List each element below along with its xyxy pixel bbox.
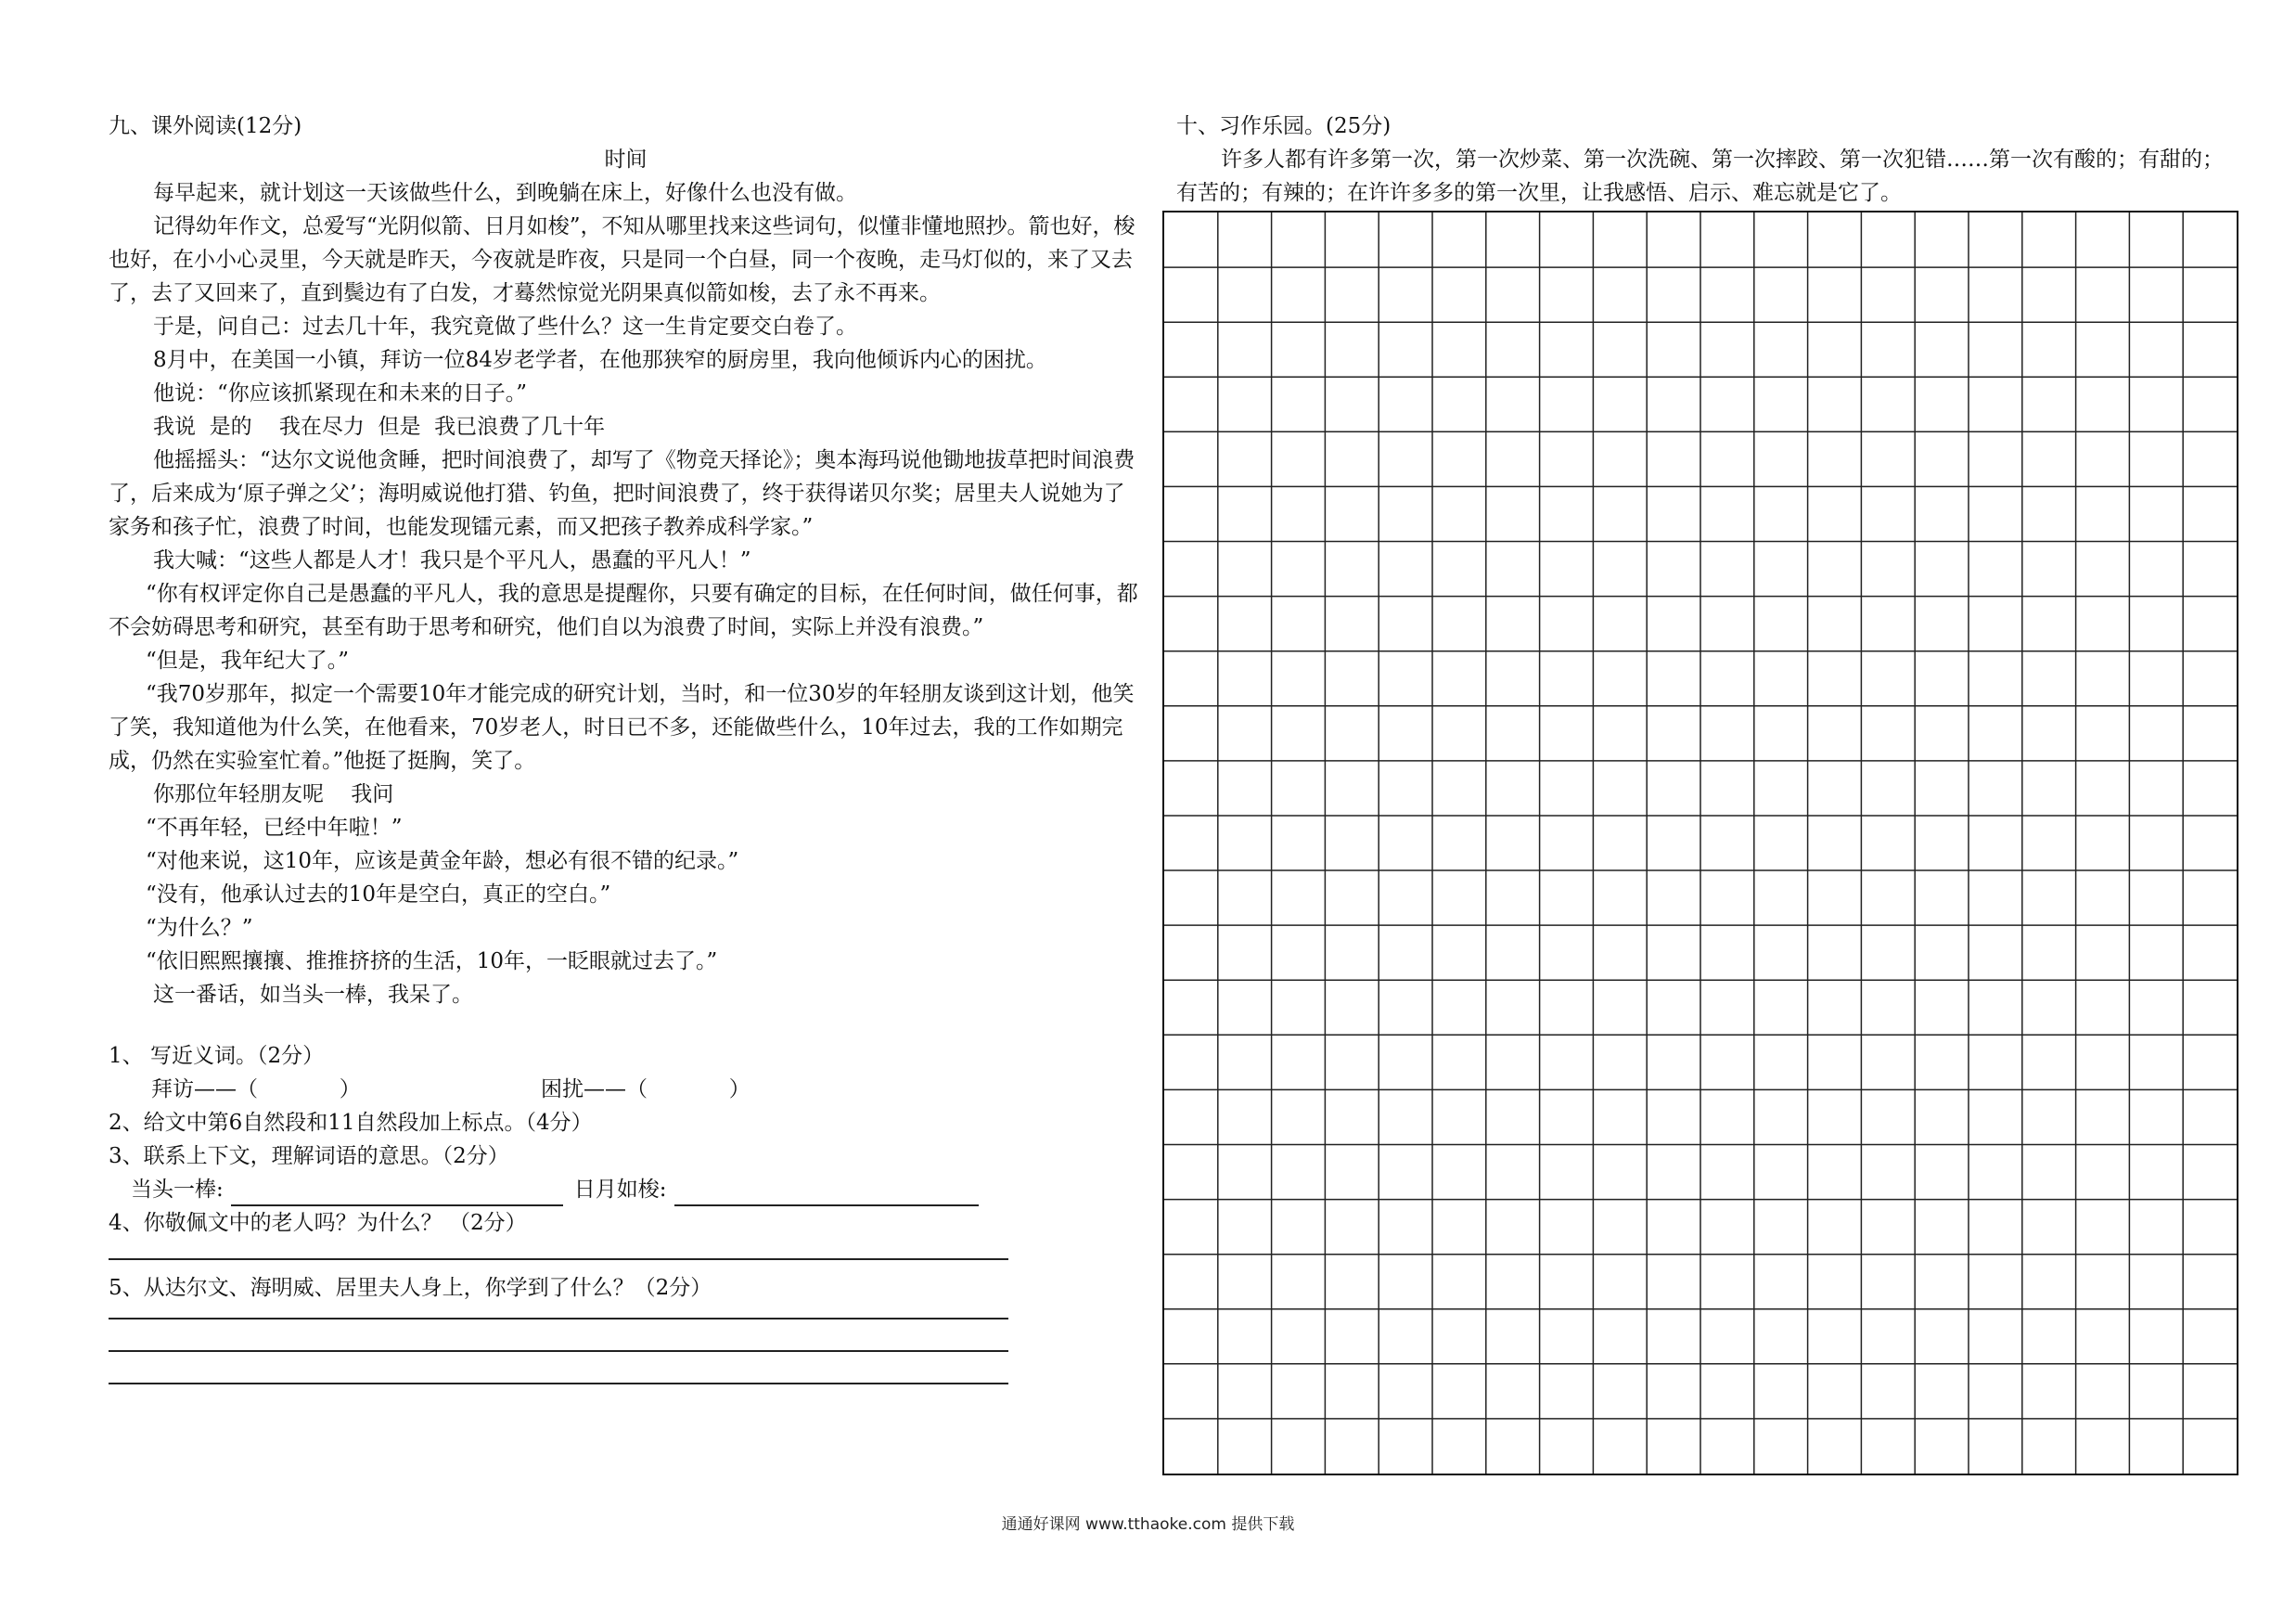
synonym-blank-trouble[interactable]: 困扰——（ ） [541,1077,750,1101]
question-3: 3、联系上下文，理解词语的意思。（2分） [109,1144,509,1168]
paragraph: “为什么？” [146,916,253,940]
paragraph: 8月中，在美国一小镇，拜访一位84岁老学者，在他那狭窄的厨房里，我向他倾诉内心的困扰。 [153,348,1047,372]
paragraph: “不再年轻，已经中年啦！” [146,816,403,840]
paragraph: “你有权评定你自己是愚蠢的平凡人，我的意思是提醒你，只要有确定的目标，在任何时间，做任何事，都不会妨碍思考和研究，甚至有助于思考和研究，他们自以为浪费了时间，实际上并没有浪费。” [109,582,1138,639]
answer-line[interactable] [231,1180,563,1206]
paragraph: 你那位年轻朋友呢 我问 [153,782,394,806]
answer-line[interactable] [109,1383,1008,1384]
paragraph: 他说：“你应该抓紧现在和未来的日子。” [153,381,528,406]
synonym-blank-visit[interactable]: 拜访——（ ） [151,1077,361,1101]
writing-heading: 十、习作乐园。(25分) [1176,114,1392,138]
writing-section [1176,109,2243,210]
question-3-answers [109,1173,1143,1206]
reading-heading: 九、课外阅读(12分) [109,114,302,138]
question-1-answers [109,1073,1143,1106]
question-2: 2、给文中第6自然段和11自然段加上标点。（4分） [109,1111,593,1135]
writing-prompt: 许多人都有许多第一次，第一次炒菜、第一次洗碗、第一次摔跤、第一次犯错……第一次有酸的；有甜的；有苦的；有辣的；在许许多多的第一次里，让我感悟、启示、难忘就是它了。 [1176,148,2224,205]
paragraph: “我70岁那年，拟定一个需要10年才能完成的研究计划，当时，和一位30岁的年轻朋友谈到这计划，他笑了笑，我知道他为什么笑，在他看来，70岁老人，时日已不多，还能做些什么，10年过去，我的工作如期完成，仍然在实验室忙着。”他挺了挺胸，笑了。 [109,682,1135,773]
phrase-label-1: 当头一棒: [131,1178,224,1202]
paragraph: “依旧熙熙攘攘、推推挤挤的生活，10年，一眨眼就过去了。” [146,949,718,973]
paragraph: “但是，我年纪大了。” [146,649,350,673]
paragraph: 记得幼年作文，总爱写“光阴似箭、日月如梭”，不知从哪里找来这些词句，似懂非懂地照抄。箭也好，梭也好，在小小心灵里，今天就是昨天，今夜就是昨夜，只是同一个白昼，同一个夜晚，走马灯似的，来了又去了，去了又回来了，直到鬓边有了白发，才蓦然惊觉光阴果真似箭如梭，去了永不再来。 [109,214,1135,305]
paragraph: 他摇摇头：“达尔文说他贪睡，把时间浪费了，却写了《物竞天择论》；奥本海玛说他锄地拔草把时间浪费了，后来成为‘原子弹之父’；海明威说他打猎、钓鱼，把时间浪费了，终于获得诺贝尔奖；居里夫人说她为了家务和孩子忙，浪费了时间，也能发现镭元素，而又把孩子教养成科学家。” [109,448,1135,539]
paragraph: 我大喊：“这些人都是人才！我只是个平凡人，愚蠢的平凡人！” [153,548,751,573]
composition-grid[interactable] [1162,211,2238,1475]
question-5: 5、从达尔文、海明威、居里夫人身上，你学到了什么？（2分） [109,1276,712,1300]
paragraph: 这一番话，如当头一棒，我呆了。 [153,983,473,1007]
paragraph: “没有，他承认过去的10年是空白，真正的空白。” [146,882,611,907]
question-1: 1、 写近义词。（2分） [109,1044,325,1068]
question-4: 4、你敬佩文中的老人吗？为什么？ （2分） [109,1211,527,1235]
phrase-label-2: 日月如梭: [573,1178,667,1202]
reading-section [109,109,1143,1384]
footer-credit: 通通好课网 www.tthaoke.com 提供下载 [1001,1515,1295,1534]
reading-title: 时间 [604,148,648,172]
paragraph: 我说 是的 我在尽力 但是 我已浪费了几十年 [153,415,606,439]
grid-lines [1164,212,2237,1474]
answer-line[interactable] [674,1180,979,1206]
paragraph: “对他来说，这10年，应该是黄金年龄，想必有很不错的纪录。” [146,849,739,873]
paragraph: 每早起来，就计划这一天该做些什么，到晚躺在床上，好像什么也没有做。 [153,181,857,205]
paragraph: 于是，问自己：过去几十年，我究竟做了些什么？这一生肯定要交白卷了。 [153,315,857,339]
